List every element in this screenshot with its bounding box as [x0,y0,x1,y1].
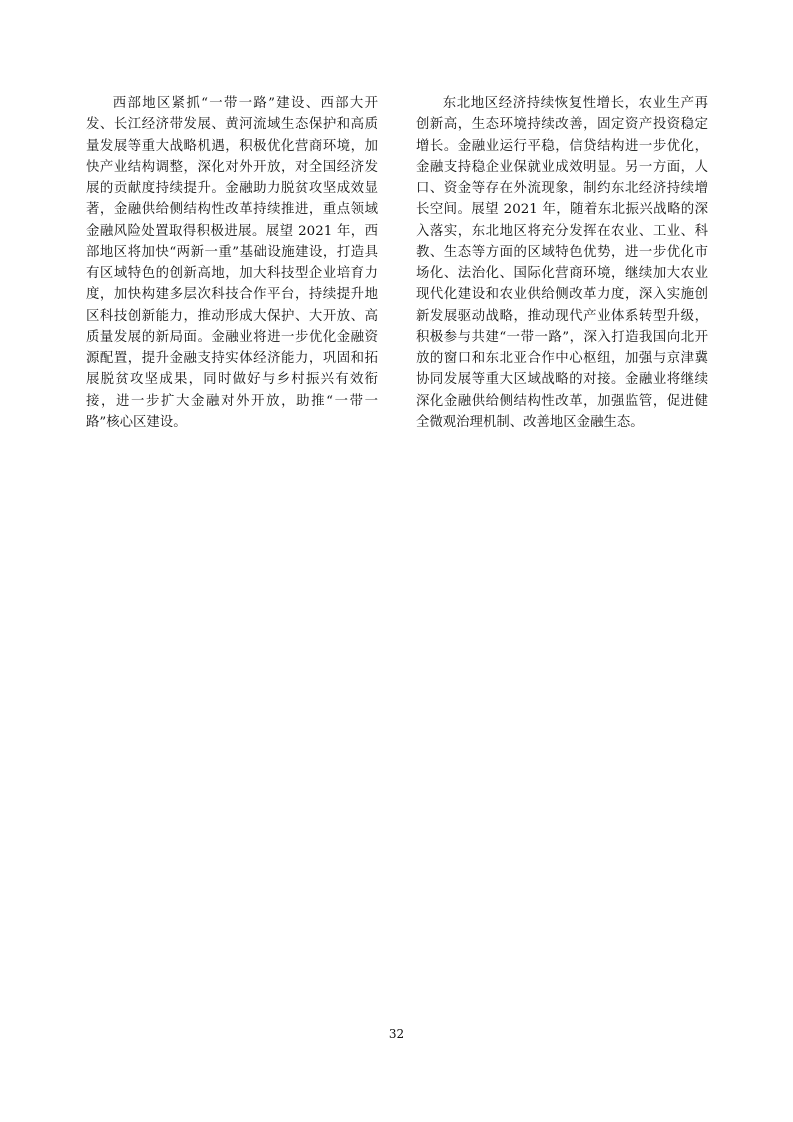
paragraph-northeast-region: 东北地区经济持续恢复性增长，农业生产再创新高，生态环境持续改善，固定资产投资稳定增长。金融业运行平稳，信贷结构进一步优化，金融支持稳企业保就业成效明显。另一方面，人口、资金等存在外流现象，制约东北经济持续增长空间。展望 2021 年，随着东北振兴战略的深入落实，东北地区将充分发挥在农业、工业、科教、生态等方面的区域特色优势，进一步优化市场化、法治化、国际化营商环境，继续加大农业现代化建设和农业供给侧改革力度，深入实施创新发展驱动战略，推动现代产业体系转型升级，积极参与共建“一带一路”，深入打造我国向北开放的窗口和东北亚合作中心枢纽，加强与京津冀协同发展等重大区域战略的对接。金融业将继续深化金融供给侧结构性改革，加强监管，促进健全微观治理机制、改善地区金融生态。 [416,96,708,430]
paragraph-western-region: 西部地区紧抓“一带一路”建设、西部大开发、长江经济带发展、黄河流域生态保护和高质量发展等重大战略机遇，积极优化营商环境，加快产业结构调整，深化对外开放，对全国经济发展的贡献度持续提升。金融助力脱贫攻坚成效显著，金融供给侧结构性改革持续推进，重点领域金融风险处置取得积极进展。展望 2021 年，西部地区将加快“两新一重”基础设施建设，打造具有区域特色的创新高地，加大科技型企业培育力度，加快构建多层次科技合作平台，持续提升地区科技创新能力，推动形成大保护、大开放、高质量发展的新局面。金融业将进一步优化金融资源配置，提升金融支持实体经济能力，巩固和拓展脱贫攻坚成果，同时做好与乡村振兴有效衔接，进一步扩大金融对外开放，助推“一带一路”核心区建设。 [86,96,378,430]
page-number: 32 [388,1027,405,1041]
